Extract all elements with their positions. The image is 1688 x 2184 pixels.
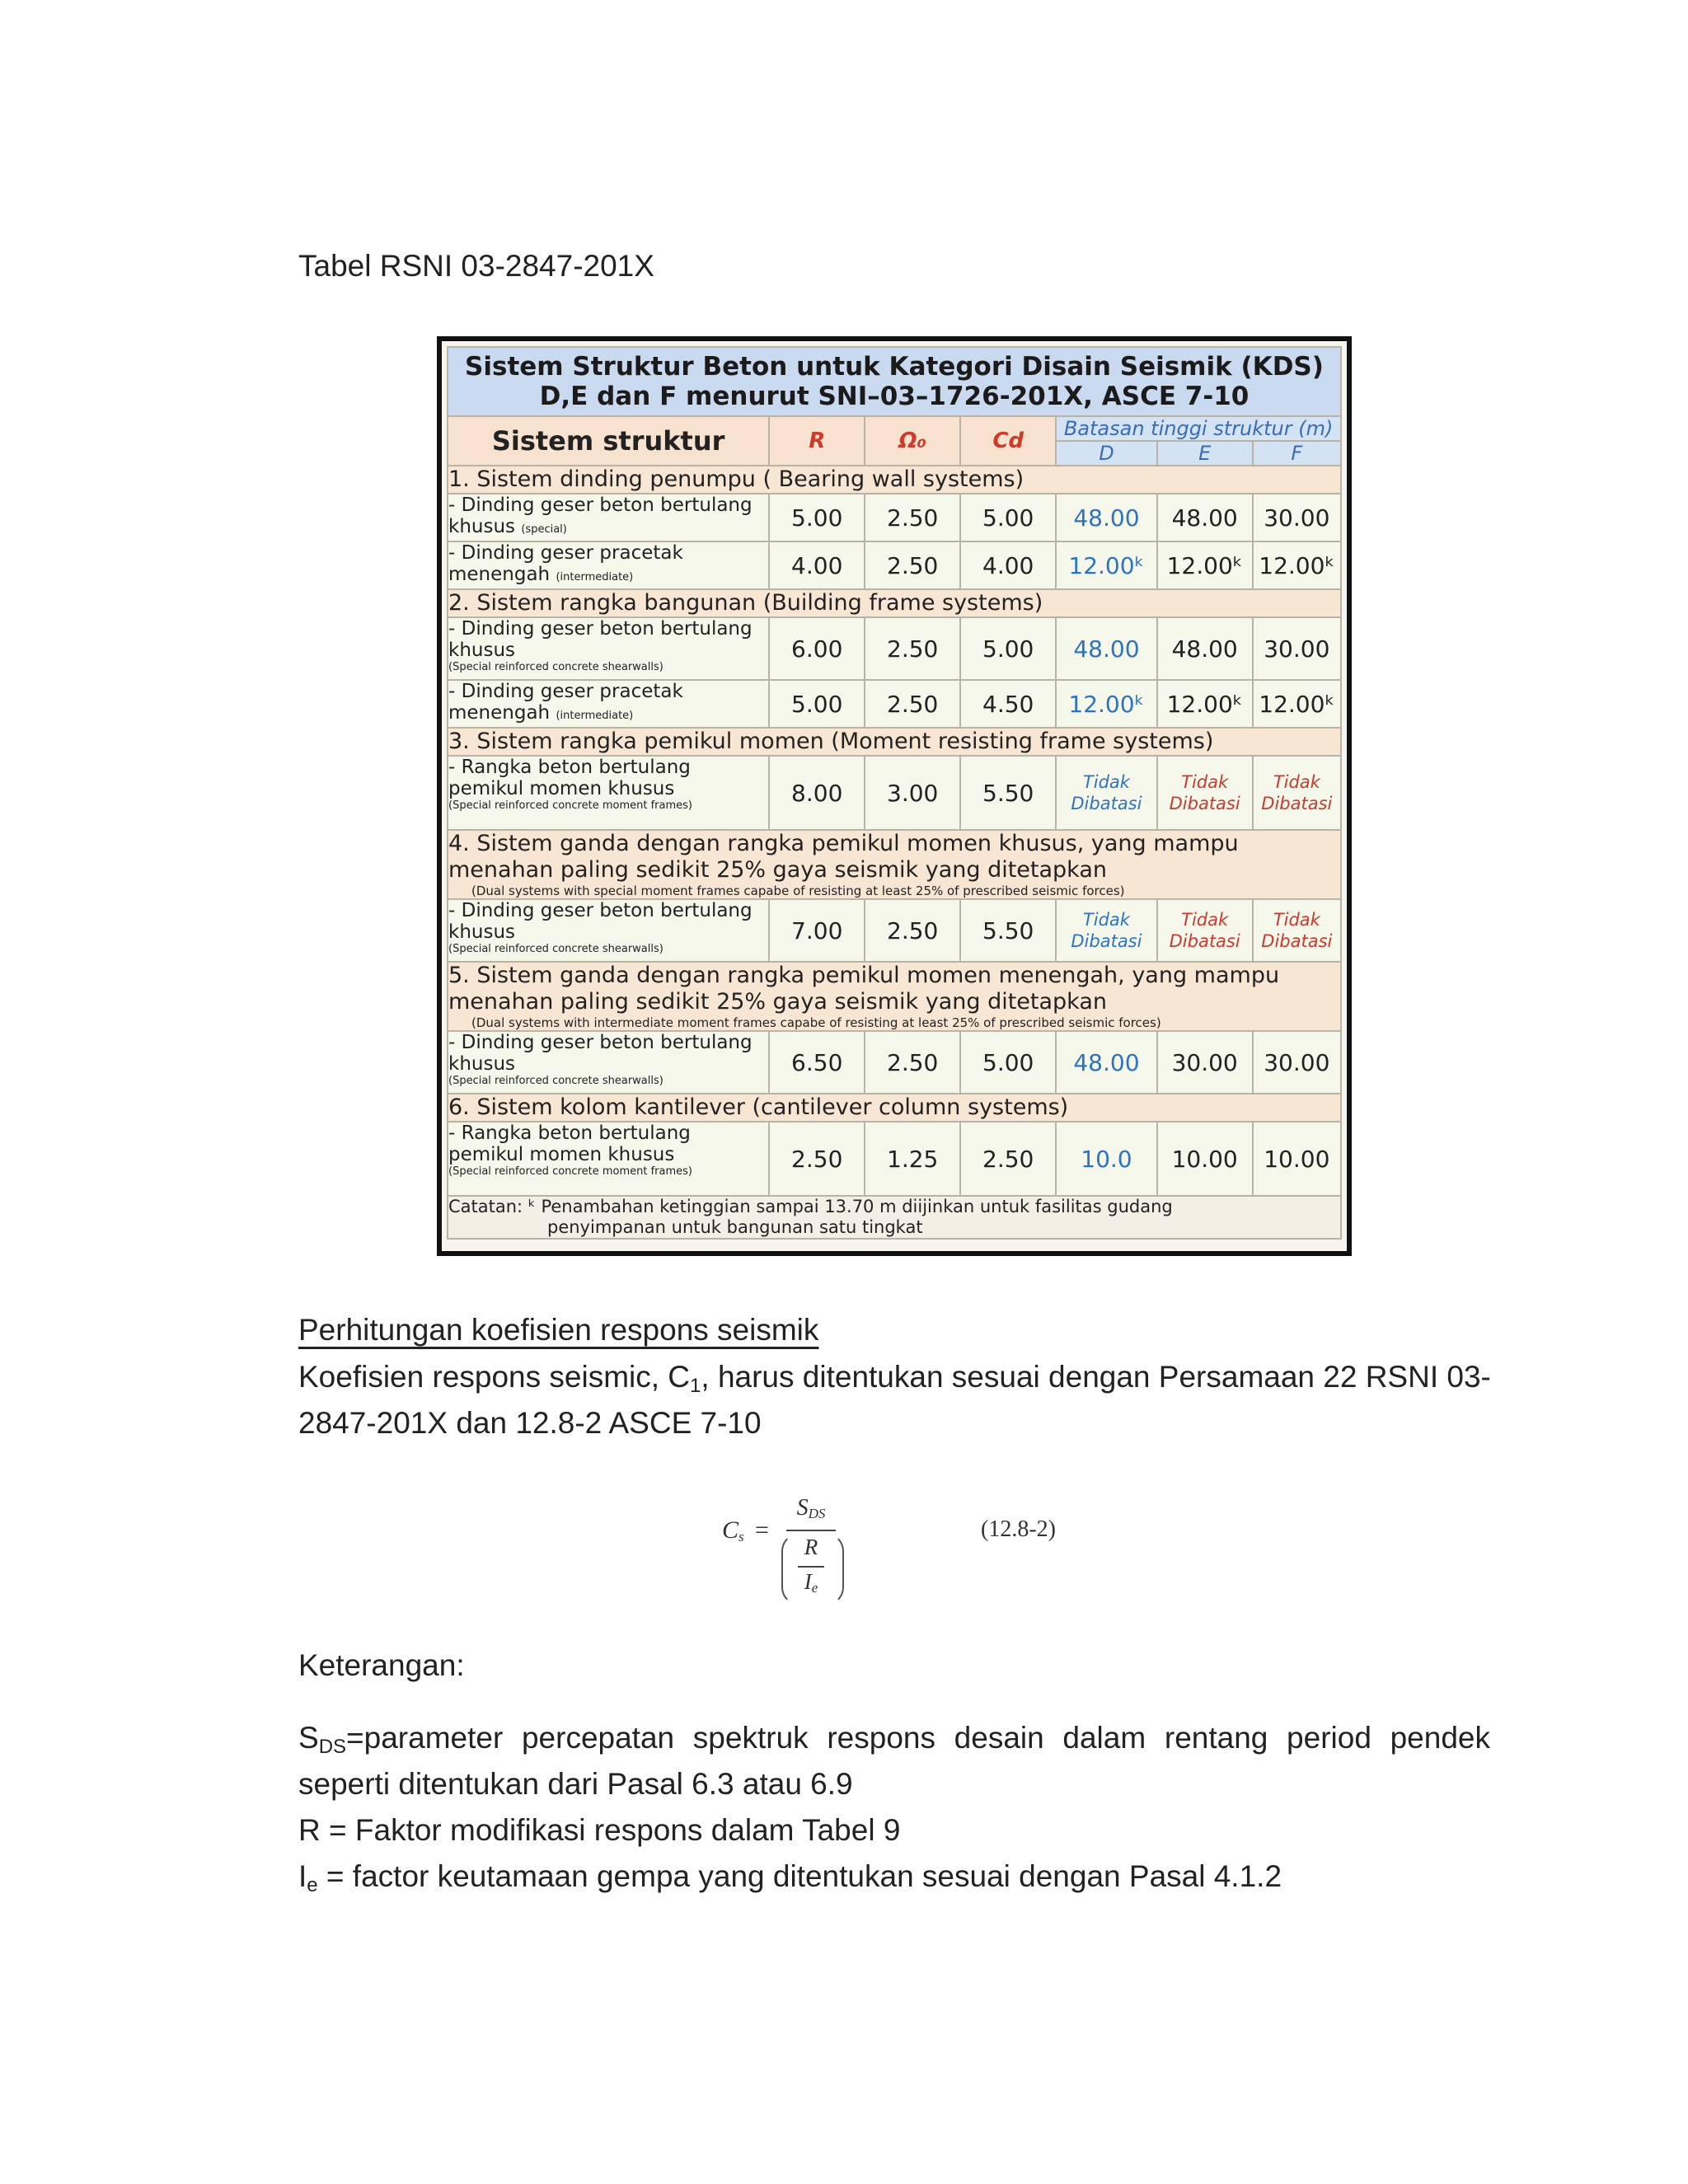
col-header-f: F xyxy=(1253,441,1341,466)
formula-numerator xyxy=(786,1495,836,1521)
cell-cd: 5.50 xyxy=(960,756,1056,830)
cell-f: Tidak Dibatasi xyxy=(1253,899,1341,962)
def-sds-line2: seperti ditentukan dari Pasal 6.3 atau 6.9 xyxy=(298,1767,853,1801)
def-sds xyxy=(298,1715,1490,1761)
cell-e: 30.00 xyxy=(1157,1031,1253,1094)
formula-ie-sym: I xyxy=(804,1569,812,1594)
formula-numerator-sym: S xyxy=(796,1495,809,1521)
row-desc-en: (Special reinforced concrete moment frames) xyxy=(448,1165,692,1178)
section-title-text: 4. Sistem ganda dengan rangka pemikul momen khusus, yang mampu menahan paling sedikit 25% gaya seismik yang ditetapkan xyxy=(448,831,1239,883)
formula-r: R xyxy=(804,1535,818,1559)
seismic-system-table xyxy=(447,346,1342,1240)
intro-sub: 1 xyxy=(690,1375,701,1397)
row-desc-text: - Dinding geser pracetak menengah xyxy=(448,542,683,585)
intro-pre: Koefisien respons seismic, C xyxy=(298,1360,691,1394)
def-ie-sub: e xyxy=(307,1874,318,1896)
table-row-desc xyxy=(448,680,769,728)
section-heading: Perhitungan koefisien respons seismik xyxy=(298,1313,819,1347)
seismic-table-image xyxy=(437,336,1352,1256)
row-desc-text: - Rangka beton bertulang pemikul momen khusus xyxy=(448,757,691,799)
cell-omega: 1.25 xyxy=(865,1122,960,1196)
formula-lhs-sub: s xyxy=(738,1529,744,1544)
def-r: R = Faktor modifikasi respons dalam Tabel 9 xyxy=(298,1813,901,1847)
cell-d: Tidak Dibatasi xyxy=(1056,756,1156,830)
section-title xyxy=(448,830,1341,899)
cell-f: 30.00 xyxy=(1253,494,1341,541)
table-row-desc xyxy=(448,541,769,589)
cell-d: 12.00ᵏ xyxy=(1056,680,1156,728)
intro-paragraph xyxy=(298,1354,1493,1446)
cell-f: 30.00 xyxy=(1253,1031,1341,1094)
cell-omega: 2.50 xyxy=(865,680,960,728)
section-title-en: (Dual systems with special moment frames capabe of resisting at least 25% of prescribed seismic forces) xyxy=(471,883,1125,898)
section-title: 3. Sistem rangka pemikul momen (Moment resisting frame systems) xyxy=(448,728,1341,756)
cell-e: 48.00 xyxy=(1157,494,1253,541)
table-title xyxy=(448,347,1341,416)
section-title-text: 5. Sistem ganda dengan rangka pemikul momen menengah, yang mampu menahan paling sedikit 25% gaya seismik yang ditetapkan xyxy=(448,963,1280,1015)
cell-r: 5.00 xyxy=(769,494,865,541)
cell-f: Tidak Dibatasi xyxy=(1253,756,1341,830)
def-ie xyxy=(298,1854,1490,1900)
col-header-omega: Ω₀ xyxy=(865,416,960,466)
def-ie-text: = factor keutamaan gempa yang ditentukan sesuai dengan Pasal 4.1.2 xyxy=(317,1859,1282,1893)
table-row-desc xyxy=(448,756,769,830)
cell-omega: 2.50 xyxy=(865,617,960,680)
cell-omega: 2.50 xyxy=(865,899,960,962)
col-header-d: D xyxy=(1056,441,1156,466)
formula-numerator-sub: DS xyxy=(808,1506,826,1521)
table-title-line2: D,E dan F menurut SNI–03–1726-201X, ASCE 7-10 xyxy=(539,382,1250,411)
formula-tag: (12.8-2) xyxy=(981,1516,1056,1542)
cell-cd: 5.00 xyxy=(960,617,1056,680)
cell-e: 12.00ᵏ xyxy=(1157,541,1253,589)
row-desc-en: (special) xyxy=(521,523,567,536)
row-desc-en: (Special reinforced concrete moment frames) xyxy=(448,799,692,812)
cell-r: 6.50 xyxy=(769,1031,865,1094)
formula-fraction-bar xyxy=(786,1530,836,1531)
definitions xyxy=(298,1715,1490,1900)
note-line1: Penambahan ketinggian sampai 13.70 m diijinkan untuk fasilitas gudang xyxy=(541,1197,1173,1216)
row-desc-en: (intermediate) xyxy=(556,710,634,722)
table-row-desc xyxy=(448,494,769,541)
cell-omega: 2.50 xyxy=(865,494,960,541)
cell-d: 48.00 xyxy=(1056,1031,1156,1094)
cell-cd: 4.50 xyxy=(960,680,1056,728)
cell-d: 48.00 xyxy=(1056,617,1156,680)
cell-e: Tidak Dibatasi xyxy=(1157,899,1253,962)
cell-e: 10.00 xyxy=(1157,1122,1253,1196)
document-heading: Tabel RSNI 03-2847-201X xyxy=(298,249,654,283)
cell-r: 6.00 xyxy=(769,617,865,680)
cell-e: 48.00 xyxy=(1157,617,1253,680)
formula-12-8-2 xyxy=(717,1495,1096,1615)
formula-lhs xyxy=(722,1516,744,1544)
keterangan-label: Keterangan: xyxy=(298,1648,465,1682)
def-ie-sym: I xyxy=(298,1859,307,1893)
def-sds-text: =parameter percepatan spektruk respons desain dalam rentang period pendek xyxy=(346,1721,1490,1755)
table-note xyxy=(448,1196,1341,1239)
row-desc-text: - Dinding geser beton bertulang khusus xyxy=(448,618,753,661)
formula-ie-sub: e xyxy=(811,1580,818,1596)
col-header-height-limit: Batasan tinggi struktur (m) xyxy=(1056,416,1341,441)
section-title xyxy=(448,962,1341,1031)
cell-cd: 5.00 xyxy=(960,1031,1056,1094)
row-desc-en: (intermediate) xyxy=(556,571,634,583)
intro-post: , harus ditentukan sesuai dengan Persamaan 22 RSNI 03-2847-201X dan 12.8-2 ASCE 7-10 xyxy=(298,1360,1491,1440)
row-desc-en: (Special reinforced concrete shearwalls) xyxy=(448,1075,663,1087)
def-sds-sym: S xyxy=(298,1721,319,1755)
section-title: 2. Sistem rangka bangunan (Building frame systems) xyxy=(448,589,1341,617)
cell-omega: 2.50 xyxy=(865,541,960,589)
cell-d: 12.00ᵏ xyxy=(1056,541,1156,589)
formula-lhs-sym: C xyxy=(722,1516,739,1544)
cell-omega: 2.50 xyxy=(865,1031,960,1094)
cell-e: 12.00ᵏ xyxy=(1157,680,1253,728)
cell-r: 7.00 xyxy=(769,899,865,962)
row-desc-en: (Special reinforced concrete shearwalls) xyxy=(448,943,663,955)
table-row-desc xyxy=(448,617,769,680)
table-row-desc xyxy=(448,1122,769,1196)
formula-ie xyxy=(786,1569,836,1595)
row-desc-text: - Dinding geser beton bertulang khusus xyxy=(448,900,753,943)
def-sds-sub: DS xyxy=(318,1736,347,1758)
cell-f: 30.00 xyxy=(1253,617,1341,680)
cell-cd: 4.00 xyxy=(960,541,1056,589)
cell-r: 4.00 xyxy=(769,541,865,589)
cell-r: 5.00 xyxy=(769,680,865,728)
cell-f: 12.00ᵏ xyxy=(1253,680,1341,728)
cell-d: 10.0 xyxy=(1056,1122,1156,1196)
table-row-desc xyxy=(448,899,769,962)
cell-e: Tidak Dibatasi xyxy=(1157,756,1253,830)
col-header-r: R xyxy=(769,416,865,466)
formula-equals: = xyxy=(755,1516,769,1544)
row-desc-text: - Dinding geser beton bertulang khusus xyxy=(448,494,753,537)
cell-d: 48.00 xyxy=(1056,494,1156,541)
col-header-system: Sistem struktur xyxy=(448,416,769,466)
formula-inner-bar xyxy=(798,1566,824,1568)
section-title-en: (Dual systems with intermediate moment frames capabe of resisting at least 25% of prescribed seismic forces) xyxy=(471,1015,1161,1030)
row-desc-text: - Dinding geser pracetak menengah xyxy=(448,681,683,724)
col-header-e: E xyxy=(1157,441,1253,466)
note-label: Catatan: ᵏ xyxy=(448,1197,536,1216)
row-desc-text: - Rangka beton bertulang pemikul momen khusus xyxy=(448,1122,691,1165)
cell-cd: 2.50 xyxy=(960,1122,1056,1196)
cell-f: 12.00ᵏ xyxy=(1253,541,1341,589)
cell-omega: 3.00 xyxy=(865,756,960,830)
cell-f: 10.00 xyxy=(1253,1122,1341,1196)
cell-r: 8.00 xyxy=(769,756,865,830)
note-line2: penyimpanan untuk bangunan satu tingkat xyxy=(547,1217,923,1237)
cell-cd: 5.00 xyxy=(960,494,1056,541)
section-title: 1. Sistem dinding penumpu ( Bearing wall systems) xyxy=(448,466,1341,494)
table-row-desc xyxy=(448,1031,769,1094)
cell-cd: 5.50 xyxy=(960,899,1056,962)
cell-r: 2.50 xyxy=(769,1122,865,1196)
col-header-cd: Cd xyxy=(960,416,1056,466)
row-desc-en: (Special reinforced concrete shearwalls) xyxy=(448,661,663,673)
row-desc-text: - Dinding geser beton bertulang khusus xyxy=(448,1032,753,1075)
cell-d: Tidak Dibatasi xyxy=(1056,899,1156,962)
section-title: 6. Sistem kolom kantilever (cantilever column systems) xyxy=(448,1094,1341,1122)
table-title-line1: Sistem Struktur Beton untuk Kategori Disain Seismik (KDS) xyxy=(465,352,1324,382)
